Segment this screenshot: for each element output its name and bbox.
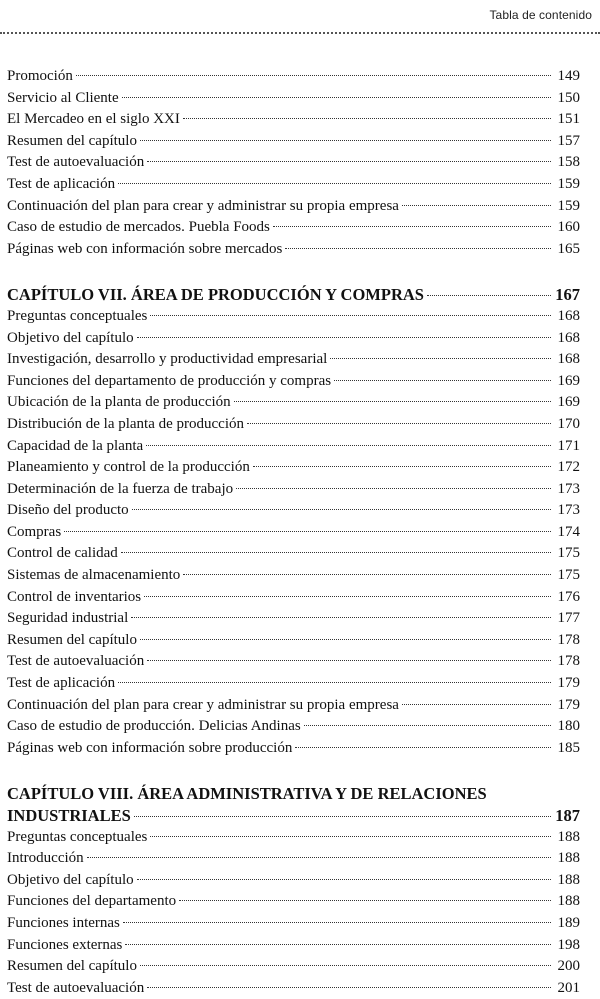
- leader-dots: [146, 445, 551, 446]
- toc-entry-page: 150: [557, 89, 580, 106]
- toc-entry[interactable]: [7, 131, 580, 153]
- toc-entry[interactable]: [7, 608, 580, 630]
- leader-dots: [402, 704, 551, 705]
- toc-entry-title: Preguntas conceptuales: [7, 307, 148, 324]
- leader-dots: [140, 965, 551, 966]
- toc-entry[interactable]: [7, 196, 580, 218]
- toc-entry-page: 175: [557, 567, 580, 584]
- toc-entry-title: Resumen del capítulo: [7, 958, 137, 975]
- toc-entry-title: Control de calidad: [7, 545, 118, 562]
- toc-entry-title: Continuación del plan para crear y administrar su propia empresa: [7, 696, 399, 713]
- section-gap: [7, 759, 580, 783]
- toc-entry-title: Test de aplicación: [7, 675, 116, 692]
- leader-dots: [147, 161, 551, 162]
- toc-entry-page: 157: [557, 132, 580, 149]
- toc-entry-title: Objetivo del capítulo: [7, 329, 134, 346]
- toc-entry-page: 179: [557, 696, 580, 713]
- toc-entry-page: 174: [557, 523, 580, 540]
- toc-entry-title: Capacidad de la planta: [7, 437, 144, 454]
- toc-entry-page: 159: [557, 197, 580, 214]
- toc-entry[interactable]: [7, 695, 580, 717]
- toc-entry[interactable]: [7, 870, 580, 892]
- toc-entry-title: Planeamiento y control de la producción: [7, 459, 250, 476]
- chapter-heading[interactable]: [7, 284, 580, 306]
- toc-entry[interactable]: [7, 239, 580, 261]
- toc-entry-page: 177: [557, 610, 580, 627]
- toc-entry-page: 173: [557, 502, 580, 519]
- section-gap: [7, 260, 580, 284]
- toc-entry-title: El Mercadeo en el siglo XXI: [7, 111, 180, 128]
- toc-entry-title: Servicio al Cliente: [7, 89, 119, 106]
- leader-dots: [150, 836, 551, 837]
- toc-entry[interactable]: [7, 716, 580, 738]
- leader-dots: [304, 725, 551, 726]
- chapter-page: 187: [555, 806, 580, 825]
- toc-entry[interactable]: [7, 371, 580, 393]
- toc-entry-page: 158: [557, 154, 580, 171]
- toc-entry[interactable]: [7, 109, 580, 131]
- leader-dots: [118, 183, 551, 184]
- toc-entry-page: 188: [557, 871, 580, 888]
- toc-entry-title: Caso de estudio de mercados. Puebla Foods: [7, 219, 270, 236]
- leader-dots: [140, 639, 551, 640]
- toc-entry-title: Control de inventarios: [7, 588, 142, 605]
- toc-entry[interactable]: [7, 565, 580, 587]
- toc-entry[interactable]: [7, 217, 580, 239]
- toc-entry-title: Test de autoevaluación: [7, 653, 145, 670]
- toc-entry[interactable]: [7, 827, 580, 849]
- toc-entry[interactable]: [7, 328, 580, 350]
- leader-dots: [131, 617, 551, 618]
- toc-entry-page: 172: [557, 459, 580, 476]
- toc-entry-title: Seguridad industrial: [7, 610, 129, 627]
- toc-entry[interactable]: [7, 500, 580, 522]
- toc-entry[interactable]: [7, 66, 580, 88]
- toc-entry[interactable]: [7, 436, 580, 458]
- leader-dots: [132, 509, 551, 510]
- toc-entry-page: 200: [557, 958, 580, 975]
- toc-entry[interactable]: [7, 543, 580, 565]
- chapter-title-line-1[interactable]: CAPÍTULO VIII. ÁREA ADMINISTRATIVA Y DE RELACIONES: [7, 784, 487, 804]
- toc-entry-title: Diseño del producto: [7, 502, 129, 519]
- toc-entry-page: 188: [557, 850, 580, 867]
- leader-dots: [137, 337, 551, 338]
- chapter-title-line-2: INDUSTRIALES: [7, 806, 131, 825]
- leader-dots: [144, 596, 551, 597]
- leader-dots: [273, 226, 551, 227]
- toc-entry-title: Páginas web con información sobre producción: [7, 739, 293, 756]
- toc-entry-page: 149: [557, 68, 580, 84]
- leader-dots: [150, 315, 551, 316]
- leader-dots: [183, 118, 551, 119]
- leader-dots: [87, 857, 551, 858]
- toc-entry[interactable]: [7, 392, 580, 414]
- leader-dots: [179, 900, 551, 901]
- toc-entry-page: 176: [557, 588, 580, 605]
- leader-dots: [236, 488, 551, 489]
- leader-dots: [285, 248, 551, 249]
- toc-section-previous-chapter: [7, 66, 580, 260]
- toc-entry-page: 188: [557, 828, 580, 845]
- toc-section-chapter-7: [7, 284, 580, 759]
- toc-entry[interactable]: [7, 651, 580, 673]
- leader-dots: [123, 922, 551, 923]
- toc-entry-title: Test de autoevaluación: [7, 979, 145, 996]
- leader-dots: [125, 944, 551, 945]
- toc-entry[interactable]: [7, 630, 580, 652]
- chapter-title: CAPÍTULO VII. ÁREA DE PRODUCCIÓN Y COMPRAS: [7, 285, 424, 305]
- toc-entry-page: 151: [557, 111, 580, 128]
- toc-entry-page: 173: [557, 480, 580, 497]
- toc-entry-title: Distribución de la planta de producción: [7, 415, 245, 432]
- chapter-heading[interactable]: [7, 805, 580, 827]
- toc-entry[interactable]: [7, 152, 580, 174]
- toc-entry-page: 201: [557, 979, 580, 996]
- leader-dots: [295, 747, 551, 748]
- toc-entry-title: Preguntas conceptuales: [7, 828, 148, 845]
- toc-entry[interactable]: [7, 935, 580, 957]
- toc-entry-page: 169: [557, 372, 580, 389]
- leader-dots: [183, 574, 551, 575]
- running-header: Tabla de contenido: [489, 8, 592, 22]
- toc-entry-page: 168: [557, 329, 580, 346]
- toc-entry-page: 170: [557, 415, 580, 432]
- leader-dots: [147, 987, 551, 988]
- leader-dots: [64, 531, 551, 532]
- toc-entry[interactable]: [7, 349, 580, 371]
- toc-entry[interactable]: [7, 738, 580, 760]
- toc-entry[interactable]: [7, 891, 580, 913]
- toc-entry-page: 175: [557, 545, 580, 562]
- table-of-contents: [7, 66, 580, 999]
- leader-dots: [253, 466, 551, 467]
- toc-entry-page: 165: [557, 240, 580, 257]
- toc-entry-page: 198: [557, 936, 580, 953]
- toc-entry-page: 185: [557, 739, 580, 756]
- toc-entry-title: Funciones del departamento de producción y compras: [7, 372, 332, 389]
- toc-entry-title: Objetivo del capítulo: [7, 871, 134, 888]
- toc-entry[interactable]: [7, 978, 580, 999]
- toc-entry-title: Funciones externas: [7, 936, 123, 953]
- leader-dots: [247, 423, 551, 424]
- toc-entry-page: 160: [557, 219, 580, 236]
- toc-entry[interactable]: [7, 913, 580, 935]
- toc-entry-title: Sistemas de almacenamiento: [7, 567, 181, 584]
- toc-entry-title: Test de aplicación: [7, 175, 116, 192]
- chapter-page: 167: [555, 285, 580, 305]
- toc-entry-title: Funciones del departamento: [7, 893, 177, 910]
- toc-entry-page: 159: [557, 175, 580, 192]
- toc-section-chapter-8: [7, 783, 580, 999]
- toc-entry-title: Ubicación de la planta de producción: [7, 394, 231, 411]
- toc-entry[interactable]: [7, 479, 580, 501]
- leader-dots: [402, 205, 551, 206]
- toc-entry-page: 168: [557, 307, 580, 324]
- toc-entry-title: Páginas web con información sobre mercados: [7, 240, 283, 257]
- toc-entry-page: 189: [557, 914, 580, 931]
- leader-dots: [118, 682, 551, 683]
- toc-entry[interactable]: [7, 587, 580, 609]
- toc-entry[interactable]: [7, 306, 580, 328]
- toc-entry[interactable]: [7, 522, 580, 544]
- toc-entry-title: Resumen del capítulo: [7, 631, 137, 648]
- toc-entry-title: Funciones internas: [7, 914, 120, 931]
- leader-dots: [427, 295, 551, 296]
- leader-dots: [137, 879, 551, 880]
- toc-entry[interactable]: [7, 88, 580, 110]
- leader-dots: [330, 358, 551, 359]
- toc-entry[interactable]: [7, 174, 580, 196]
- leader-dots: [147, 660, 551, 661]
- toc-entry-page: 178: [557, 653, 580, 670]
- toc-entry[interactable]: [7, 848, 580, 870]
- toc-entry-title: Continuación del plan para crear y administrar su propia empresa: [7, 197, 399, 214]
- toc-entry-title: Promoción: [7, 68, 73, 84]
- leader-dots: [122, 97, 551, 98]
- leader-dots: [121, 552, 551, 553]
- leader-dots: [234, 401, 551, 402]
- toc-entry-title: Caso de estudio de producción. Delicias Andinas: [7, 718, 301, 735]
- toc-entry-title: Compras: [7, 523, 62, 540]
- toc-entry[interactable]: [7, 414, 580, 436]
- toc-entry-page: 179: [557, 675, 580, 692]
- leader-dots: [140, 140, 551, 141]
- leader-dots: [134, 816, 551, 817]
- toc-entry-title: Investigación, desarrollo y productividad empresarial: [7, 351, 328, 368]
- toc-entry[interactable]: [7, 673, 580, 695]
- toc-entry-title: Determinación de la fuerza de trabajo: [7, 480, 234, 497]
- toc-entry-page: 180: [557, 718, 580, 735]
- toc-entry-page: 168: [557, 351, 580, 368]
- header-dotted-rule: [0, 32, 600, 34]
- toc-entry-title: Introducción: [7, 850, 84, 867]
- toc-entry-page: 188: [557, 893, 580, 910]
- toc-entry[interactable]: [7, 457, 580, 479]
- toc-entry[interactable]: [7, 956, 580, 978]
- toc-entry-page: 178: [557, 631, 580, 648]
- toc-entry-title: Resumen del capítulo: [7, 132, 137, 149]
- toc-entry-title: Test de autoevaluación: [7, 154, 145, 171]
- toc-entry-page: 171: [557, 437, 580, 454]
- leader-dots: [334, 380, 551, 381]
- leader-dots: [76, 75, 551, 76]
- toc-entry-page: 169: [557, 394, 580, 411]
